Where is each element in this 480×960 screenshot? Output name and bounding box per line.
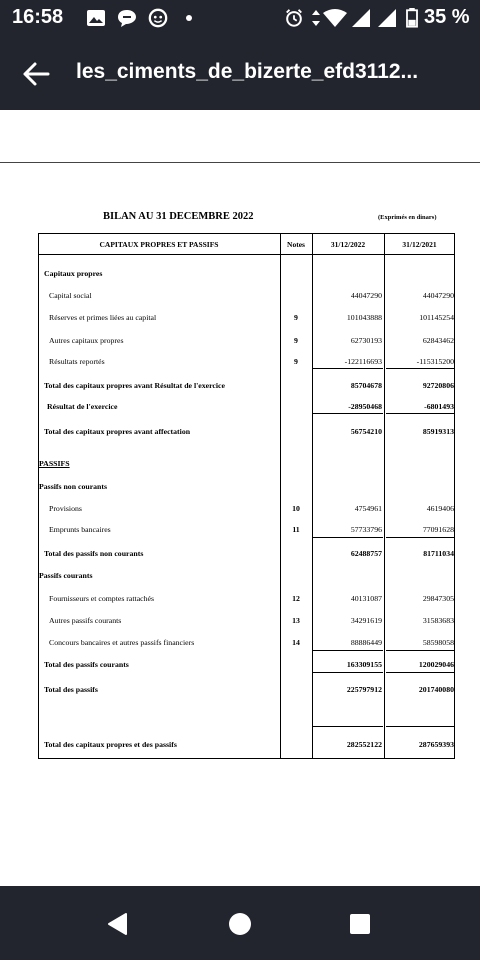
row-label: Fournisseurs et comptes rattachés	[49, 594, 155, 603]
row-label: Autres passifs courants	[49, 616, 122, 625]
chat-bubble-icon	[116, 8, 138, 28]
row-note: 9	[294, 313, 298, 322]
table-row	[0, 549, 480, 561]
subtotal-rule	[386, 650, 454, 651]
header-notes: Notes	[287, 240, 305, 249]
table-row	[0, 616, 480, 628]
image-icon	[86, 8, 106, 28]
value-2021: 287659393	[418, 740, 454, 749]
balance-sheet-title: BILAN AU 31 DECEMBRE 2022	[103, 211, 254, 222]
value-2021: 31583683	[422, 616, 454, 625]
header-2021: 31/12/2021	[402, 240, 437, 249]
row-label: PASSIFS	[39, 459, 70, 468]
value-2022: -28950468	[348, 402, 382, 411]
row-note: 11	[292, 525, 300, 534]
subtotal-rule	[313, 726, 383, 727]
row-note: 12	[292, 594, 300, 603]
subtotal-rule	[313, 413, 383, 414]
row-label: Total des passifs courants	[44, 660, 129, 669]
header-label: CAPITAUX PROPRES ET PASSIFS	[99, 240, 219, 249]
row-label: Passifs courants	[39, 571, 93, 580]
subtotal-rule	[313, 368, 383, 369]
row-label: Emprunts bancaires	[49, 525, 111, 534]
back-triangle-icon[interactable]	[102, 908, 134, 940]
value-2022: 57733796	[350, 525, 382, 534]
value-2021: 120029046	[418, 660, 454, 669]
alarm-icon	[283, 8, 305, 28]
row-note: 10	[292, 504, 300, 513]
column-divider	[280, 233, 281, 759]
row-label: Total des capitaux propres avant affectation	[44, 427, 191, 436]
home-circle-icon[interactable]	[224, 908, 256, 940]
value-2021: 85919313	[422, 427, 454, 436]
battery-percent: 35 %	[424, 6, 470, 28]
wifi-icon	[322, 8, 348, 28]
header-divider	[38, 254, 455, 255]
table-row	[0, 594, 480, 606]
value-2022: 40131087	[350, 594, 382, 603]
recents-square-icon[interactable]	[344, 908, 376, 940]
table-row	[0, 571, 480, 583]
header-2022: 31/12/2022	[330, 240, 366, 249]
value-2021: -6801493	[424, 402, 454, 411]
row-label: Total des passifs	[44, 685, 98, 694]
value-2022: 101043888	[346, 313, 382, 322]
value-2022: 62730193	[350, 336, 382, 345]
value-2021: 62843462	[422, 336, 454, 345]
app-bar	[0, 38, 480, 110]
unit-note: (Exprimés en dinars)	[378, 214, 437, 221]
value-2021: 81711034	[423, 549, 454, 558]
dot-icon	[184, 8, 194, 28]
status-bar	[0, 0, 480, 38]
value-2021: 77091628	[422, 525, 454, 534]
pdf-page	[0, 110, 480, 886]
value-2022: 44047290	[350, 291, 382, 300]
value-2022: 4754961	[354, 504, 382, 513]
row-label: Résultat de l'exercice	[47, 402, 118, 411]
column-divider	[384, 233, 385, 759]
value-2022: 85704678	[350, 381, 382, 390]
row-note: 13	[292, 616, 300, 625]
navigation-bar	[0, 886, 480, 960]
balance-table	[38, 233, 455, 759]
subtotal-rule	[313, 672, 383, 673]
status-time: 16:58	[12, 6, 64, 28]
table-row	[0, 427, 480, 439]
value-2022: 34291619	[350, 616, 382, 625]
row-label: Capital social	[49, 291, 92, 300]
table-row	[0, 269, 480, 281]
value-2021: 4619406	[426, 504, 454, 513]
table-row	[0, 504, 480, 516]
subtotal-rule	[313, 537, 383, 538]
subtotal-rule	[386, 537, 454, 538]
document-title: les_ciments_de_bizerte_efd3112...	[76, 60, 419, 83]
table-row	[0, 336, 480, 348]
row-label: Concours bancaires et autres passifs financiers	[49, 638, 195, 647]
row-label: Réserves et primes liées au capital	[49, 313, 157, 322]
table-row	[0, 685, 480, 697]
table-row	[0, 381, 480, 393]
data-arrows-icon	[310, 8, 322, 28]
row-label: Capitaux propres	[44, 269, 103, 278]
signal-icon	[350, 8, 372, 28]
value-2022: 56754210	[350, 427, 382, 436]
value-2021: 58598058	[422, 638, 454, 647]
document-viewer[interactable]	[0, 110, 480, 886]
value-2022: 225797912	[346, 685, 382, 694]
row-label: Total des capitaux propres avant Résultat de l'exercice	[44, 381, 225, 390]
row-label: Résultats reportés	[49, 357, 105, 366]
row-note: 9	[294, 357, 298, 366]
table-row	[0, 638, 480, 650]
battery-icon	[405, 8, 419, 28]
table-row	[0, 291, 480, 303]
value-2022: 282552122	[346, 740, 382, 749]
subtotal-rule	[386, 413, 454, 414]
row-label: Passifs non courants	[39, 482, 108, 491]
value-2022: 88886449	[350, 638, 382, 647]
subtotal-rule	[386, 726, 454, 727]
row-note: 14	[292, 638, 300, 647]
table-row	[0, 482, 480, 494]
row-note: 9	[294, 336, 298, 345]
value-2021: 92720806	[422, 381, 454, 390]
face-icon	[147, 8, 169, 28]
subtotal-rule	[386, 672, 454, 673]
value-2022: 163309155	[346, 660, 382, 669]
table-row	[0, 740, 480, 752]
value-2022: -122116693	[344, 357, 382, 366]
subtotal-rule	[386, 368, 454, 369]
value-2022: 62488757	[350, 549, 382, 558]
value-2021: -115315200	[416, 357, 454, 366]
value-2021: 44047290	[422, 291, 454, 300]
signal-icon	[376, 8, 398, 28]
row-label: Total des capitaux propres et des passifs	[44, 740, 177, 749]
arrow-back-icon[interactable]	[20, 58, 52, 90]
table-row	[0, 660, 480, 672]
subtotal-rule	[313, 650, 383, 651]
table-row	[0, 525, 480, 537]
value-2021: 101145254	[419, 313, 454, 322]
row-label: Total des passifs non courants	[44, 549, 144, 558]
value-2021: 201740080	[418, 685, 454, 694]
column-divider	[312, 233, 313, 759]
table-row	[0, 313, 480, 325]
table-row	[0, 459, 480, 471]
row-label: Provisions	[49, 504, 82, 513]
row-label: Autres capitaux propres	[49, 336, 124, 345]
value-2021: 29847305	[422, 594, 454, 603]
